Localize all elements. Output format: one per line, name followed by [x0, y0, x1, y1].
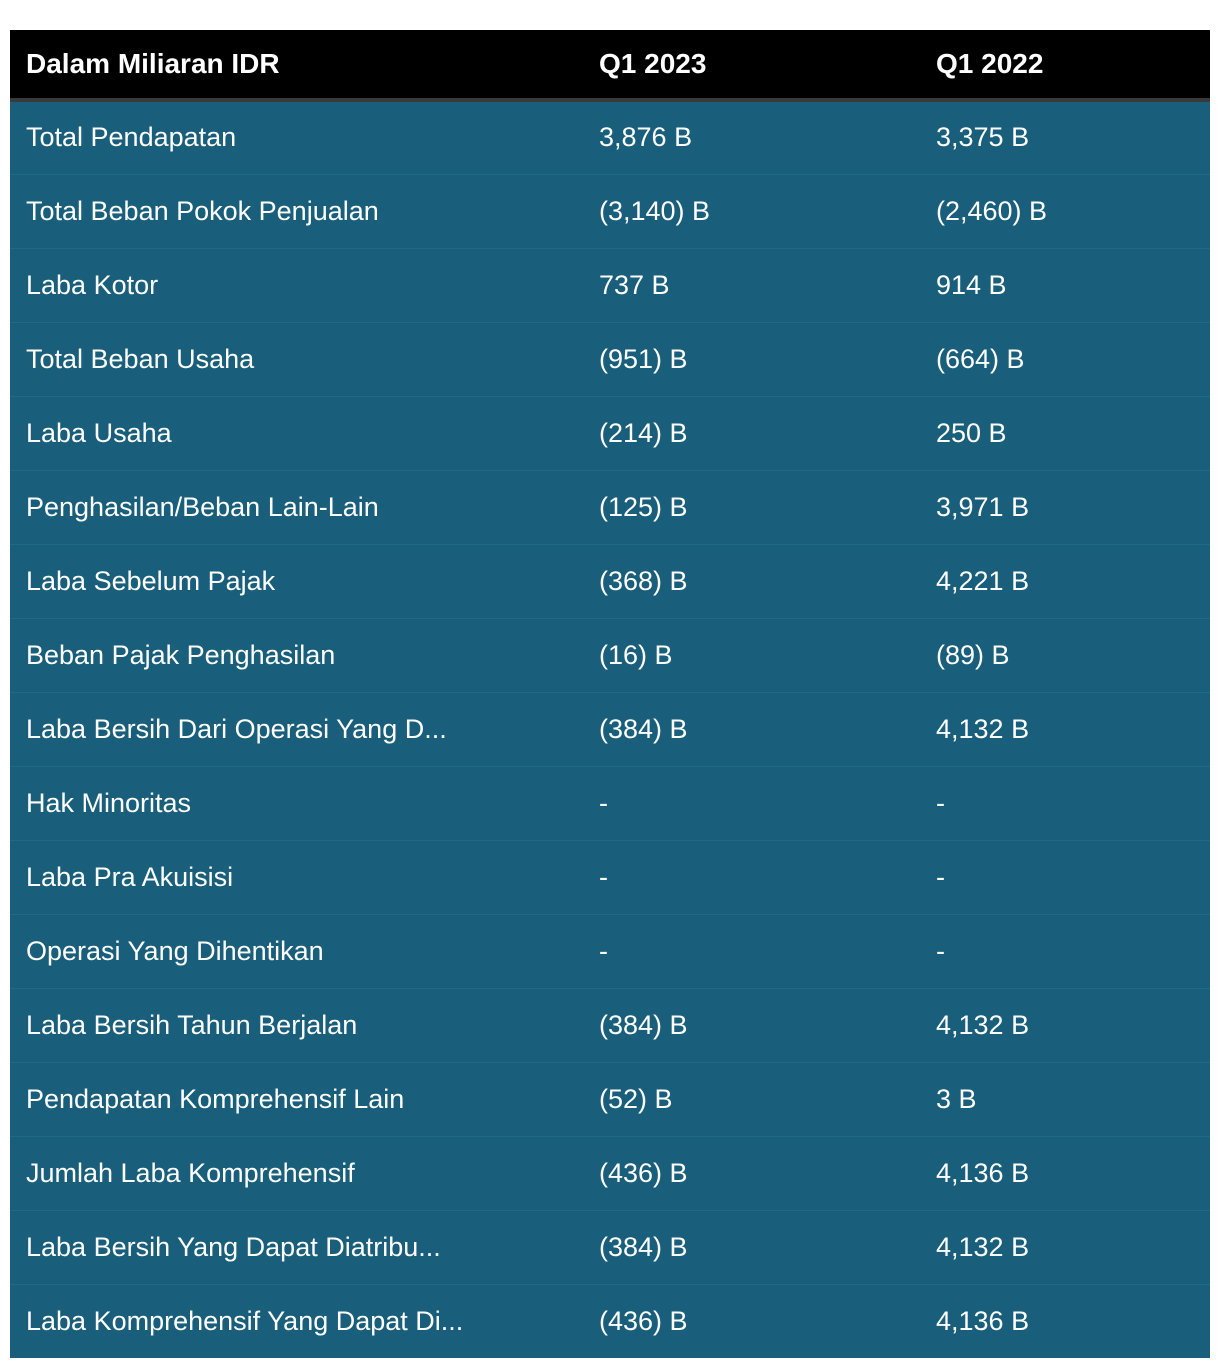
cell-metric: Penghasilan/Beban Lain-Lain — [10, 470, 583, 544]
header-row — [10, 30, 1210, 100]
table-row — [10, 1210, 1210, 1284]
cell-q1-2023: - — [583, 914, 920, 988]
cell-q1-2022: 4,136 B — [920, 1136, 1210, 1210]
cell-metric: Total Beban Usaha — [10, 322, 583, 396]
cell-q1-2023: (436) B — [583, 1136, 920, 1210]
table-row — [10, 174, 1210, 248]
cell-metric: Laba Kotor — [10, 248, 583, 322]
cell-q1-2023: (384) B — [583, 988, 920, 1062]
cell-q1-2023: (384) B — [583, 692, 920, 766]
cell-metric: Laba Bersih Dari Operasi Yang D... — [10, 692, 583, 766]
income-statement-table — [10, 30, 1210, 1358]
cell-metric: Operasi Yang Dihentikan — [10, 914, 583, 988]
cell-metric: Laba Komprehensif Yang Dapat Di... — [10, 1284, 583, 1358]
cell-q1-2023: (214) B — [583, 396, 920, 470]
cell-q1-2022: 250 B — [920, 396, 1210, 470]
header-metric: Dalam Miliaran IDR — [10, 30, 583, 100]
cell-q1-2022: 4,221 B — [920, 544, 1210, 618]
table-row — [10, 766, 1210, 840]
cell-metric: Beban Pajak Penghasilan — [10, 618, 583, 692]
table-header — [10, 30, 1210, 100]
header-q1-2022: Q1 2022 — [920, 30, 1210, 100]
cell-q1-2023: 737 B — [583, 248, 920, 322]
cell-metric: Pendapatan Komprehensif Lain — [10, 1062, 583, 1136]
cell-q1-2023: - — [583, 766, 920, 840]
table-row — [10, 914, 1210, 988]
cell-q1-2022: (2,460) B — [920, 174, 1210, 248]
cell-q1-2023: (436) B — [583, 1284, 920, 1358]
table-row — [10, 470, 1210, 544]
table-body — [10, 100, 1210, 1358]
cell-metric: Total Pendapatan — [26, 122, 237, 153]
cell-q1-2023: (951) B — [583, 322, 920, 396]
table-row — [10, 1284, 1210, 1358]
cell-metric: Laba Sebelum Pajak — [10, 544, 583, 618]
cell-q1-2022: 4,132 B — [920, 988, 1210, 1062]
cell-q1-2022: 4,132 B — [920, 692, 1210, 766]
cell-q1-2022: 4,136 B — [920, 1284, 1210, 1358]
cell-metric: Laba Bersih Yang Dapat Diatribu... — [10, 1210, 583, 1284]
table-row — [10, 396, 1210, 470]
cell-q1-2022: 3,375 B — [936, 122, 1030, 153]
cell-q1-2023: (52) B — [583, 1062, 920, 1136]
cell-q1-2022: - — [920, 766, 1210, 840]
cell-q1-2022: - — [920, 914, 1210, 988]
cell-metric: Jumlah Laba Komprehensif — [10, 1136, 583, 1210]
cell-q1-2022: 914 B — [920, 248, 1210, 322]
cell-q1-2022: (664) B — [920, 322, 1210, 396]
table-row — [10, 322, 1210, 396]
cell-q1-2023: 3,876 B — [599, 122, 693, 153]
cell-q1-2023: (16) B — [583, 618, 920, 692]
cell-q1-2022: 3 B — [920, 1062, 1210, 1136]
cell-metric: Laba Usaha — [10, 396, 583, 470]
cell-metric: Laba Pra Akuisisi — [10, 840, 583, 914]
cell-metric: Hak Minoritas — [10, 766, 583, 840]
cell-q1-2023: - — [583, 840, 920, 914]
cell-q1-2022: - — [920, 840, 1210, 914]
income-statement-table-container — [10, 30, 1210, 1358]
cell-metric: Laba Bersih Tahun Berjalan — [10, 988, 583, 1062]
cell-q1-2022: 3,971 B — [920, 470, 1210, 544]
cell-q1-2023: (125) B — [583, 470, 920, 544]
cell-q1-2023: (368) B — [583, 544, 920, 618]
table-row — [10, 1136, 1210, 1210]
table-row — [10, 840, 1210, 914]
table-row — [10, 100, 1210, 174]
table-row — [10, 692, 1210, 766]
cell-q1-2022: (89) B — [920, 618, 1210, 692]
table-row — [10, 1062, 1210, 1136]
cell-metric: Total Beban Pokok Penjualan — [10, 174, 583, 248]
table-row — [10, 248, 1210, 322]
table-row — [10, 618, 1210, 692]
cell-q1-2023: (384) B — [583, 1210, 920, 1284]
header-q1-2023: Q1 2023 — [583, 30, 920, 100]
table-row — [10, 544, 1210, 618]
table-row — [10, 988, 1210, 1062]
cell-q1-2022: 4,132 B — [920, 1210, 1210, 1284]
cell-q1-2023: (3,140) B — [583, 174, 920, 248]
